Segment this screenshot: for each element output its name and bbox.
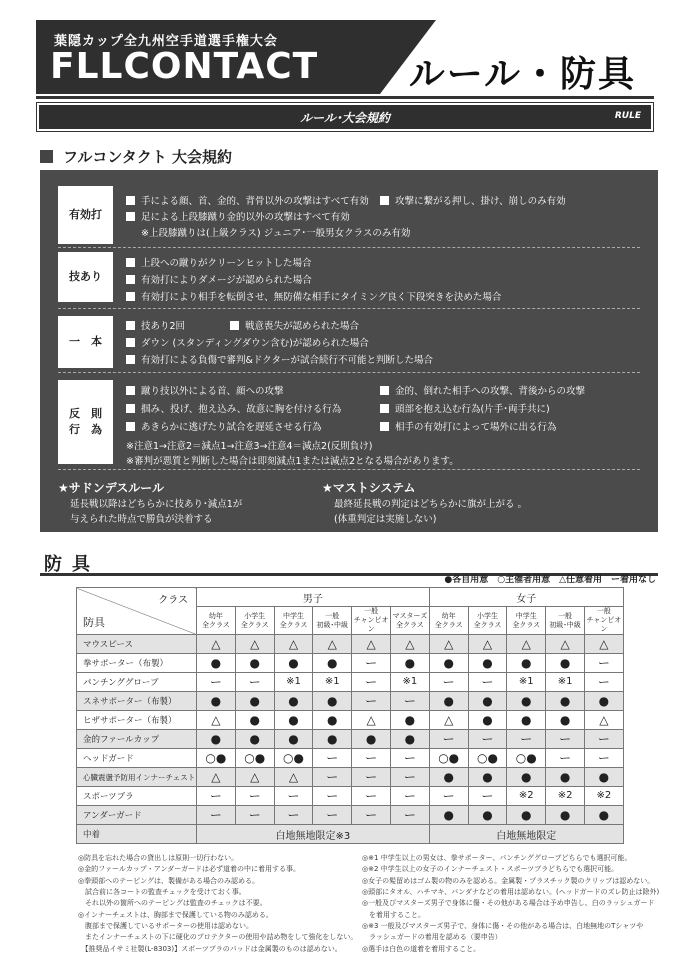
gear-cell: ー [390, 749, 429, 768]
class-column-header: 幼年 全クラス [429, 607, 468, 635]
gear-cell: △ [584, 635, 623, 654]
rule-line: 金的、倒れた相手への攻撃、背後からの攻撃 [380, 383, 585, 397]
table-row [77, 711, 624, 730]
gear-cell: △ [429, 635, 468, 654]
gear-cell: ー [313, 787, 352, 806]
class-column-header: 幼年 全クラス [197, 607, 236, 635]
table-row [77, 673, 624, 692]
gear-cell: ー [390, 787, 429, 806]
gear-cell: ー [584, 730, 623, 749]
rule-line: 掴み、投げ、抱え込み、故意に胸を付ける行為 [126, 401, 341, 415]
gear-cell: ○● [507, 749, 546, 768]
table-row [77, 635, 624, 654]
bullet-icon [126, 386, 135, 395]
gear-name: マウスピース [77, 635, 197, 654]
gear-cell: △ [352, 711, 391, 730]
gear-cell: ー [352, 806, 391, 825]
gear-cell: ー [390, 692, 429, 711]
bullet-icon [126, 321, 135, 330]
gear-cell: ● [313, 730, 352, 749]
gear-cell: ※1 [390, 673, 429, 692]
gear-name: ヒザサポーター（布製） [77, 711, 197, 730]
gear-cell: ● [429, 768, 468, 787]
gear-cell: ○● [429, 749, 468, 768]
rule-line: 攻撃に繋がる押し、掛け、崩しのみ有効 [380, 193, 566, 207]
rule-line: 戦意喪失が認められた場合 [230, 318, 359, 332]
rule-line: 有効打により相手を転倒させ、無防備な相手にタイミング良く下段突きを決めた場合 [126, 289, 501, 303]
gear-cell: ● [274, 711, 313, 730]
gear-cell: ● [468, 654, 507, 673]
gear-cell: △ [274, 635, 313, 654]
rule-line: 手による顔、首、金的、背骨以外の攻撃はすべて有効 [126, 193, 369, 207]
gear-cell: ○● [274, 749, 313, 768]
label-ippon: 一 本 [58, 316, 113, 368]
gear-cell: ー [197, 673, 236, 692]
bullet-icon [230, 321, 239, 330]
gear-cell: ー [274, 806, 313, 825]
rule-line: 有効打によりダメージが認められた場合 [126, 272, 312, 286]
gear-cell: ● [235, 692, 274, 711]
gear-cell: ー [429, 787, 468, 806]
gear-cell: ● [507, 692, 546, 711]
bullet-icon [380, 196, 389, 205]
class-column-header: 一般 チャンピオン [353, 607, 389, 634]
gear-cell: ー [468, 730, 507, 749]
class-column-header: 小学生 全クラス [468, 607, 507, 635]
gear-cell: ー [352, 673, 391, 692]
gear-cell: ー [352, 749, 391, 768]
rule-bar-title: ルール･大会規約 [300, 111, 390, 125]
gear-cell: ● [274, 730, 313, 749]
bullet-icon [380, 422, 389, 431]
bullet-icon [126, 422, 135, 431]
bullet-icon [126, 258, 135, 267]
gear-cell: ー [197, 787, 236, 806]
gear-cell: ー [584, 654, 623, 673]
gear-cell: ● [546, 711, 585, 730]
gear-cell: △ [507, 635, 546, 654]
gear-name: ヘッドガード [77, 749, 197, 768]
gear-cell: △ [274, 768, 313, 787]
gear-cell: ※2 [546, 787, 585, 806]
gear-cell: ※2 [507, 787, 546, 806]
rule-line: 相手の有効打によって場外に出る行為 [380, 419, 557, 433]
gear-cell: △ [546, 635, 585, 654]
notes-left: ◎防具を忘れた場合の貸出しは原則一切行わない。 ◎金的ファールカップ・アンダーガードは必ず道着の中に着用する事。 ◎拳頭部へのテーピングは、製備がある場合のみ認める。 試合前に各コートの監査チェックを受けておく事。 それ以外の箇所へのテーピングは監査のチェックは不要。 ◎インナーチェストは、胸部まで保護している物のみ認める。 腹部まで保護しているサポーターの使用は認めない。 またインナーチェストの下に硬化のプロテクターの使用や詰め物をして強化をしない。 【推奨品イサミ社製(L-8303)】スポーツブラのパッドは金属製のものは認めない。 [78, 854, 358, 953]
rule-note: ※上段膝蹴りは(上級クラス) ジュニア･一般男女クラスのみ有効 [141, 228, 411, 239]
gear-cell: △ [197, 711, 236, 730]
table-row [77, 692, 624, 711]
gear-cell: ● [584, 806, 623, 825]
rules-panel [40, 170, 658, 532]
gear-label: 防具 [83, 616, 105, 630]
rule-line: 有効打による負傷で審判&ドクターが試合続行不可能と判断した場合 [126, 352, 433, 366]
foul-note: ※審判が悪質と判断した場合は即刻減点1または減点2となる場合があります。 [126, 456, 459, 467]
gear-cell: ー [352, 768, 391, 787]
gear-cell: ● [390, 654, 429, 673]
gear-cell: ー [235, 787, 274, 806]
chu-female-cell: 白地無地限定 [429, 825, 623, 844]
bullet-icon [126, 275, 135, 284]
bullet-icon [380, 404, 389, 413]
bullet-icon [126, 338, 135, 347]
gear-cell: ー [313, 749, 352, 768]
symbol-legend: ●各自用意 ○主催者用意 △任意着用 ー着用なし [444, 575, 656, 585]
gear-name: スポーツブラ [77, 787, 197, 806]
tournament-name: 葉隠カップ全九州空手道選手権大会 [54, 34, 278, 49]
gear-cell: ー [274, 787, 313, 806]
gear-cell: ー [235, 806, 274, 825]
gear-cell: ● [468, 806, 507, 825]
male-header: 男子 [197, 588, 430, 607]
gear-cell: △ [197, 635, 236, 654]
class-column-header: マスターズ 全クラス [390, 607, 429, 635]
gear-cell: △ [352, 635, 391, 654]
table-row [77, 806, 624, 825]
gear-name: スネサポーター（布製） [77, 692, 197, 711]
gear-cell: △ [429, 711, 468, 730]
section-heading-rules [40, 146, 232, 167]
table-row [77, 787, 624, 806]
gear-cell: ー [352, 787, 391, 806]
table-row [77, 730, 624, 749]
gear-cell: ● [274, 654, 313, 673]
gear-cell: ● [507, 768, 546, 787]
gear-cell: ● [429, 806, 468, 825]
gear-cell: ● [546, 654, 585, 673]
gear-cell: ● [584, 768, 623, 787]
class-column-header: 中学生 全クラス [507, 607, 546, 635]
class-column-header: 一般 初級･中級 [313, 607, 352, 635]
class-column-header: 中学生 全クラス [274, 607, 313, 635]
gear-cell: ● [313, 711, 352, 730]
gear-cell: ー [352, 692, 391, 711]
gear-cell: △ [390, 635, 429, 654]
label-foul: 反 則 行 為 [58, 380, 113, 464]
gear-cell: ー [390, 768, 429, 787]
gear-cell: ● [197, 692, 236, 711]
gear-cell: ● [546, 768, 585, 787]
gear-cell: ● [390, 711, 429, 730]
gear-cell: ー [313, 806, 352, 825]
gear-name: 拳サポーター（布製） [77, 654, 197, 673]
gear-cell: ー [507, 730, 546, 749]
gear-cell: ● [313, 654, 352, 673]
label-yuko: 有効打 [58, 186, 113, 244]
class-column-header: 小学生 全クラス [235, 607, 274, 635]
gear-cell: △ [584, 711, 623, 730]
page-heading-rules-gear: ルール・防具 [408, 54, 636, 95]
dashed-divider [58, 247, 640, 248]
header-corner [77, 588, 197, 635]
table-row [77, 768, 624, 787]
gear-cell: △ [197, 768, 236, 787]
gear-cell: ○● [468, 749, 507, 768]
sudden-death-title: ★サドンデスルール [58, 481, 165, 495]
rule-line: 蹴り技以外による首、顔への攻撃 [126, 383, 284, 397]
gear-cell: ● [235, 711, 274, 730]
gear-cell: ● [390, 730, 429, 749]
bullet-icon [126, 292, 135, 301]
foul-note: ※注意1→注意2＝減点1→注意3→注意4＝減点2(反則負け) [126, 441, 373, 452]
gear-cell: ● [352, 730, 391, 749]
gear-cell: ー [352, 654, 391, 673]
rule-line: 足による上段膝蹴り金的以外の攻撃はすべて有効 [126, 209, 350, 223]
must-system-title: ★マストシステム [322, 481, 416, 495]
gear-cell: ー [429, 673, 468, 692]
class-column-header: 一般 チャンピオン [584, 607, 623, 635]
chu-male-cell: 白地無地限定※3 [197, 825, 430, 844]
gear-cell: △ [313, 635, 352, 654]
gear-cell: ー [584, 673, 623, 692]
page-title: FLLCONTACT [50, 46, 319, 87]
gear-cell: ● [584, 692, 623, 711]
gear-cell: △ [235, 768, 274, 787]
notes-right: ◎※1 中学生以上の男女は、拳サポーター、パンチンググローブどちらでも選択可能。 ◎※2 中学生以上の女子のインナーチェスト・スポーツブラどちらでも選択可能。 ◎女子の髪留めはゴム製の物のみを認める。金属製・プラスチック製のクリップは認めない。 ◎頭部にタオル、ハチマキ、バンダナなどの着用は認めない。(ヘッドガードのズレ防止は除外) ◎一般及びマスターズ男子で身体に傷・その他がある場合は予め申告し、白のラッシュガード を着用すること。 ◎※3 一般及びマスターズ男子で、身体に傷・その他がある場合は、白地無地のTシャツや ラッシュガードの着用を認める（要申告） ◎選手は白色の道着を着用すること。 [362, 854, 660, 953]
table-row [77, 749, 624, 768]
gear-cell: ● [313, 692, 352, 711]
female-header: 女子 [429, 588, 623, 607]
gear-cell: ー [468, 787, 507, 806]
gear-cell: ● [468, 692, 507, 711]
class-column-header: 一般 初級･中級 [546, 607, 585, 635]
gear-cell: ● [429, 692, 468, 711]
gear-table [76, 587, 624, 844]
rule-line: 技あり2回 [126, 318, 185, 332]
bullet-icon [126, 355, 135, 364]
divider [36, 96, 654, 99]
gear-cell: ○● [197, 749, 236, 768]
gear-cell: ー [546, 749, 585, 768]
gear-cell: ● [197, 654, 236, 673]
table-row [77, 825, 624, 844]
gear-cell: ー [235, 673, 274, 692]
gear-cell: ○● [235, 749, 274, 768]
gear-cell: ー [313, 768, 352, 787]
gear-cell: ー [197, 806, 236, 825]
gear-cell: ※1 [313, 673, 352, 692]
gear-cell: ● [274, 692, 313, 711]
bullet-icon [126, 196, 135, 205]
bullet-icon [380, 386, 389, 395]
rule-line: あきらかに逃げたり試合を遅延させる行為 [126, 419, 322, 433]
gear-cell: ● [235, 730, 274, 749]
class-label: クラス [158, 595, 188, 606]
gear-cell: ● [468, 711, 507, 730]
sudden-death-text: 延長戦以降はどちらかに技あり･減点1が 与えられた時点で勝負が決着する [70, 499, 243, 526]
gear-cell: ※1 [274, 673, 313, 692]
gear-cell: ● [429, 654, 468, 673]
gear-cell: △ [235, 635, 274, 654]
gear-cell: ー [584, 749, 623, 768]
gear-cell: ● [468, 768, 507, 787]
gear-cell: ー [390, 806, 429, 825]
gear-cell: ● [546, 806, 585, 825]
rule-bar-badge: RULE [614, 111, 641, 121]
must-system-text: 最終延長戦の判定はどちらかに旗が上がる 。 (体重判定は実施しない) [334, 499, 528, 526]
bullet-icon [126, 404, 135, 413]
gear-cell: ● [197, 730, 236, 749]
rule-line: 上段への蹴りがクリーンヒットした場合 [126, 255, 312, 269]
gear-cell: ● [507, 711, 546, 730]
gear-cell: ● [507, 806, 546, 825]
bullet-icon [126, 212, 135, 221]
gear-name: 金的ファールカップ [77, 730, 197, 749]
gear-cell: ※1 [546, 673, 585, 692]
gear-cell: ● [235, 654, 274, 673]
rule-bar [36, 102, 654, 132]
label-waza-ari: 技あり [58, 252, 113, 302]
dashed-divider [58, 308, 640, 309]
gear-cell: ● [546, 692, 585, 711]
gear-name: 心臓震盪予防用インナーチェスト [77, 768, 197, 787]
table-row [77, 654, 624, 673]
gear-cell: △ [468, 635, 507, 654]
gear-name: パンチンググローブ [77, 673, 197, 692]
square-bullet-icon [40, 150, 53, 163]
gear-name: 中着 [77, 825, 197, 844]
gear-cell: ー [546, 730, 585, 749]
gear-cell: ー [429, 730, 468, 749]
gear-name: アンダーガード [77, 806, 197, 825]
gear-cell: ※1 [507, 673, 546, 692]
section-title: 防具 [44, 554, 100, 575]
dashed-divider [58, 372, 640, 373]
rule-line: 頭部を抱え込む行為(片手･両手共に) [380, 401, 550, 415]
gear-cell: ※2 [584, 787, 623, 806]
dashed-divider [58, 469, 640, 470]
rule-line: ダウン (スタンディングダウン含む)が認められた場合 [126, 335, 369, 349]
section-title: フルコンタクト 大会規約 [63, 148, 233, 166]
gear-cell: ● [507, 654, 546, 673]
gear-cell: ー [468, 673, 507, 692]
